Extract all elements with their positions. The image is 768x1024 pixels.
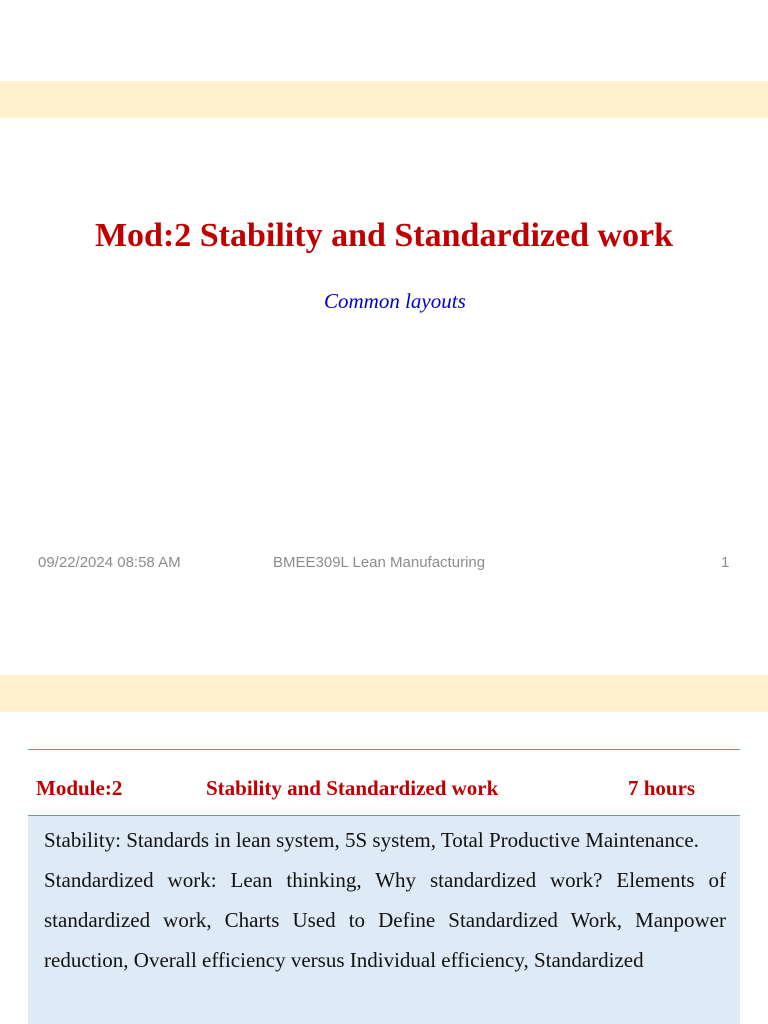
slide-subtitle: Common layouts [324,289,466,313]
syllabus-top-rule [28,749,740,750]
second-accent-band [0,675,768,712]
syllabus-paragraph-standardized-work: Standardized work: Lean thinking, Why standardized work? Elements of standardized work, Charts Used to Define Standardized Work, Manpower reduction, Overall efficiency versus Individual efficiency, Standardized [44,868,726,972]
footer-date: 09/22/2024 08:58 AM [38,554,181,571]
top-accent-band [0,81,768,118]
footer-page-number: 1 [721,554,730,571]
syllabus-module-hours: 7 hours [628,776,696,800]
syllabus-module-number: Module:2 [36,776,123,800]
syllabus-content [28,816,740,1024]
slide-title: Mod:2 Stability and Standardized work [94,217,674,254]
footer-course-name: BMEE309L Lean Manufacturing [273,554,486,571]
syllabus-paragraph-stability: Stability: Standards in lean system, 5S system, Total Productive Maintenance. [44,828,699,852]
syllabus-module-title: Stability and Standardized work [206,776,499,800]
